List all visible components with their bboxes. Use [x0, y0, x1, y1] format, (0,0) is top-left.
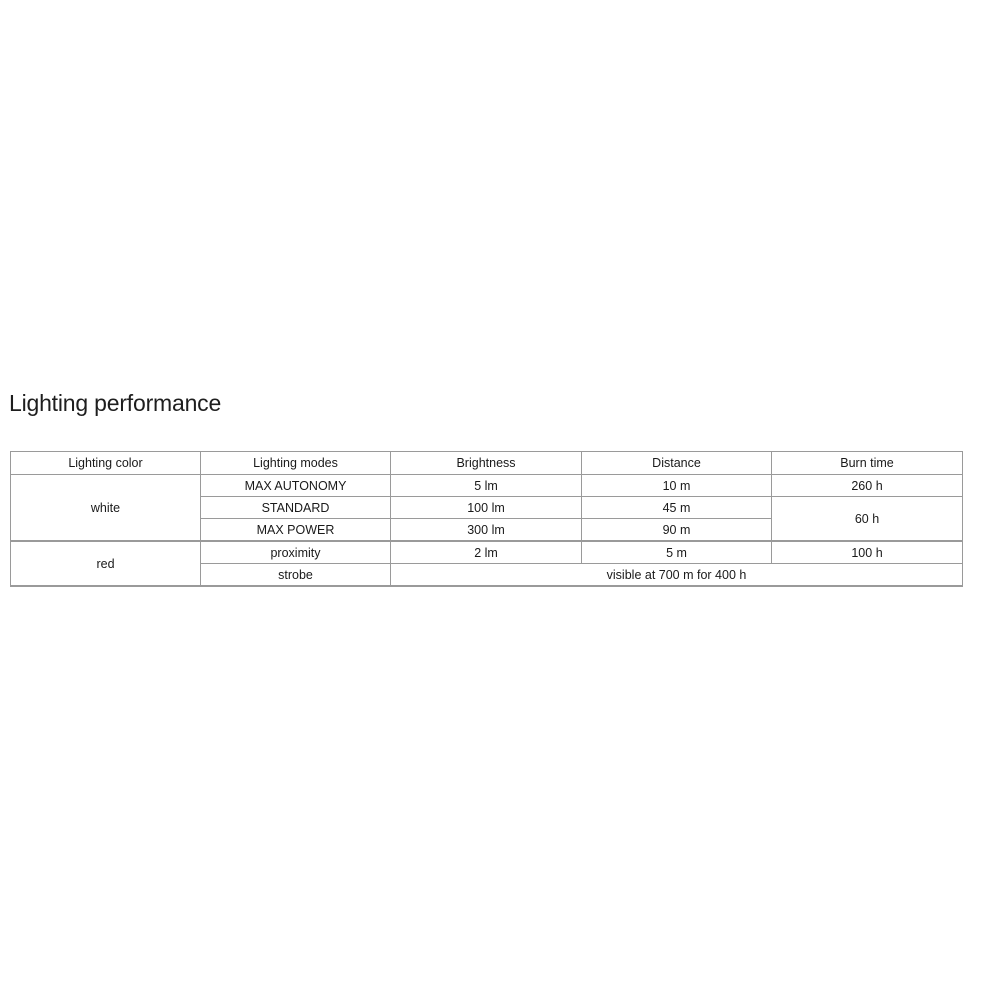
distance-cell: 45 m [582, 497, 772, 519]
mode-cell: STANDARD [201, 497, 391, 519]
color-cell-white: white [11, 475, 201, 542]
lighting-performance-table [10, 451, 963, 587]
header-lighting-modes: Lighting modes [201, 452, 391, 475]
brightness-cell: 5 lm [391, 475, 582, 497]
table-row [11, 541, 963, 564]
header-distance: Distance [582, 452, 772, 475]
header-brightness: Brightness [391, 452, 582, 475]
page-title: Lighting performance [9, 390, 222, 416]
distance-cell: 5 m [582, 541, 772, 564]
mode-cell: MAX AUTONOMY [201, 475, 391, 497]
header-lighting-color: Lighting color [11, 452, 201, 475]
burn-time-cell: 260 h [772, 475, 963, 497]
burn-time-cell-shared: 60 h [772, 497, 963, 542]
header-burn-time: Burn time [772, 452, 963, 475]
strobe-combined-cell: visible at 700 m for 400 h [391, 564, 963, 587]
brightness-cell: 2 lm [391, 541, 582, 564]
brightness-cell: 300 lm [391, 519, 582, 542]
distance-cell: 90 m [582, 519, 772, 542]
color-cell-red: red [11, 541, 201, 586]
table-header-row [11, 452, 963, 475]
mode-cell: MAX POWER [201, 519, 391, 542]
burn-time-cell: 100 h [772, 541, 963, 564]
table-row [11, 475, 963, 497]
brightness-cell: 100 lm [391, 497, 582, 519]
mode-cell: strobe [201, 564, 391, 587]
mode-cell: proximity [201, 541, 391, 564]
distance-cell: 10 m [582, 475, 772, 497]
